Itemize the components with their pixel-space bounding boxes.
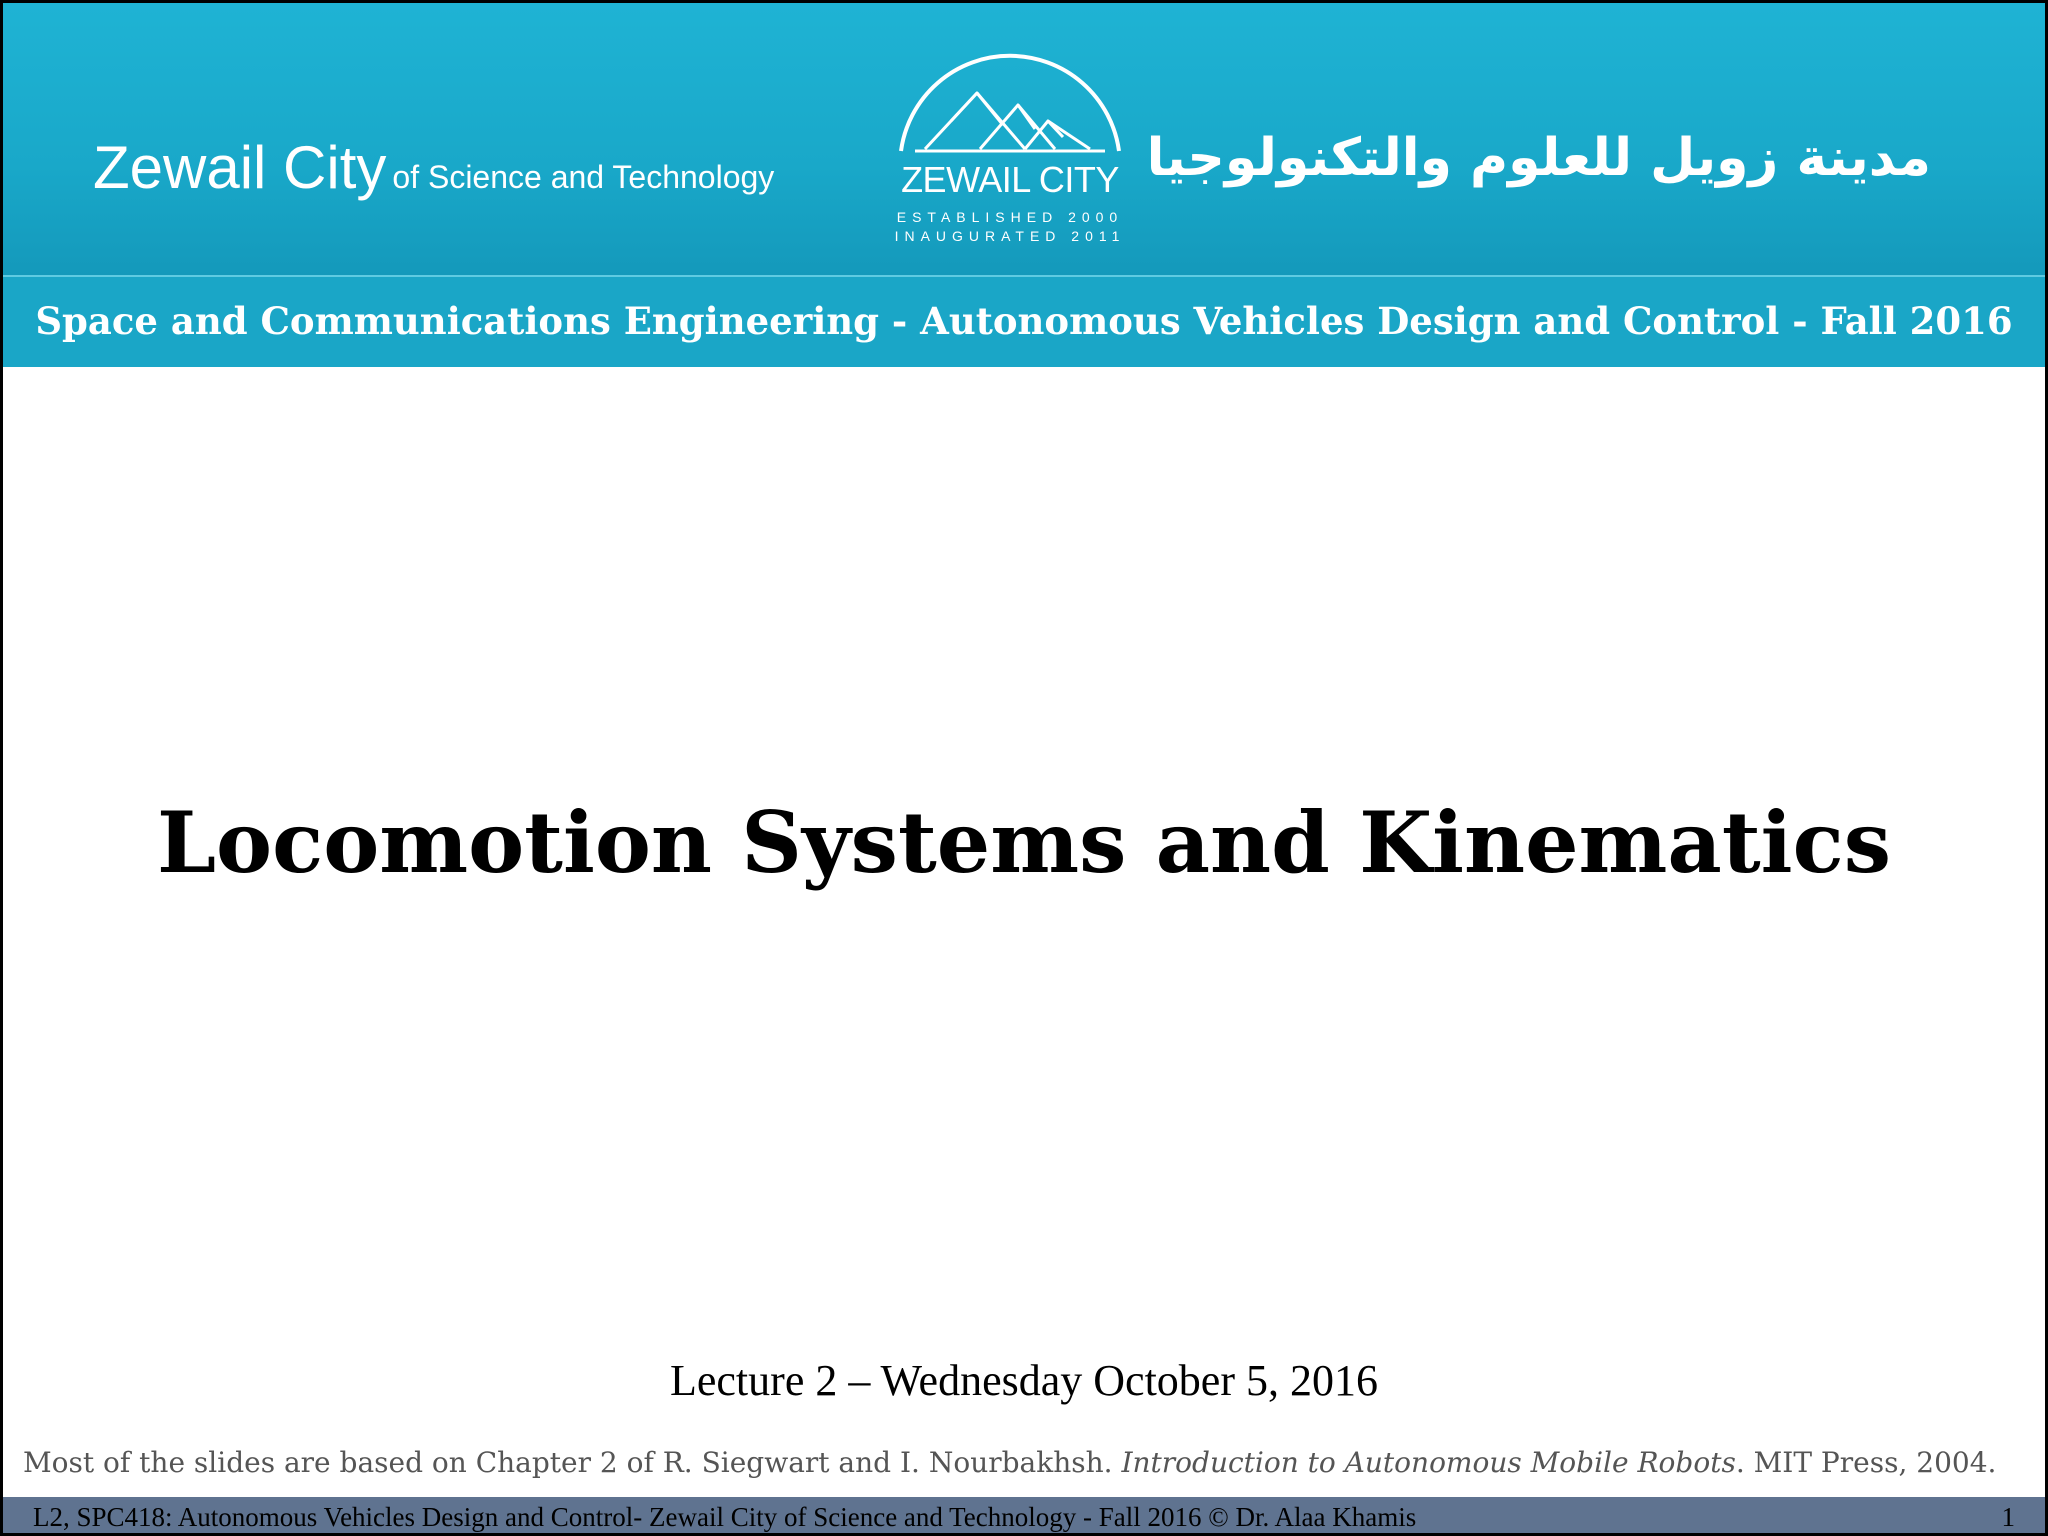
lecture-date: Lecture 2 – Wednesday October 5, 2016 [670,1356,1378,1405]
brand-sub-text: of Science and Technology [392,159,775,195]
page-number: 1 [2001,1502,2015,1532]
header-banner [3,3,2045,275]
source-prefix: Most of the slides are based on Chapter 2 of R. Siegwart and I. Nourbakhsh. [23,1446,1122,1479]
program-banner [3,275,2045,367]
source-citation [23,1446,1996,1479]
program-line: Space and Communications Engineering - Autonomous Vehicles Design and Control - Fall 2016 [35,299,2013,343]
zewail-city-logo [885,21,1135,251]
brand-arabic: مدينة زويل للعلوم والتكنولوجيا [1146,128,1931,188]
logo-name: ZEWAIL CITY [901,159,1119,200]
source-suffix: . MIT Press, 2004. [1735,1446,1997,1479]
brand-english [93,133,774,202]
slide-title: Locomotion Systems and Kinematics [156,793,1892,892]
logo-inaugurated: INAUGURATED 2011 [894,228,1126,244]
footer-bar [3,1497,2045,1536]
logo-established: ESTABLISHED 2000 [896,209,1124,225]
footer-text: L2, SPC418: Autonomous Vehicles Design and Control- Zewail City of Science and Technology - Fall 2016 © Dr. Alaa Khamis [33,1502,1417,1532]
brand-main-text: Zewail City [93,134,387,201]
source-book-title: Introduction to Autonomous Mobile Robots [1121,1446,1736,1479]
